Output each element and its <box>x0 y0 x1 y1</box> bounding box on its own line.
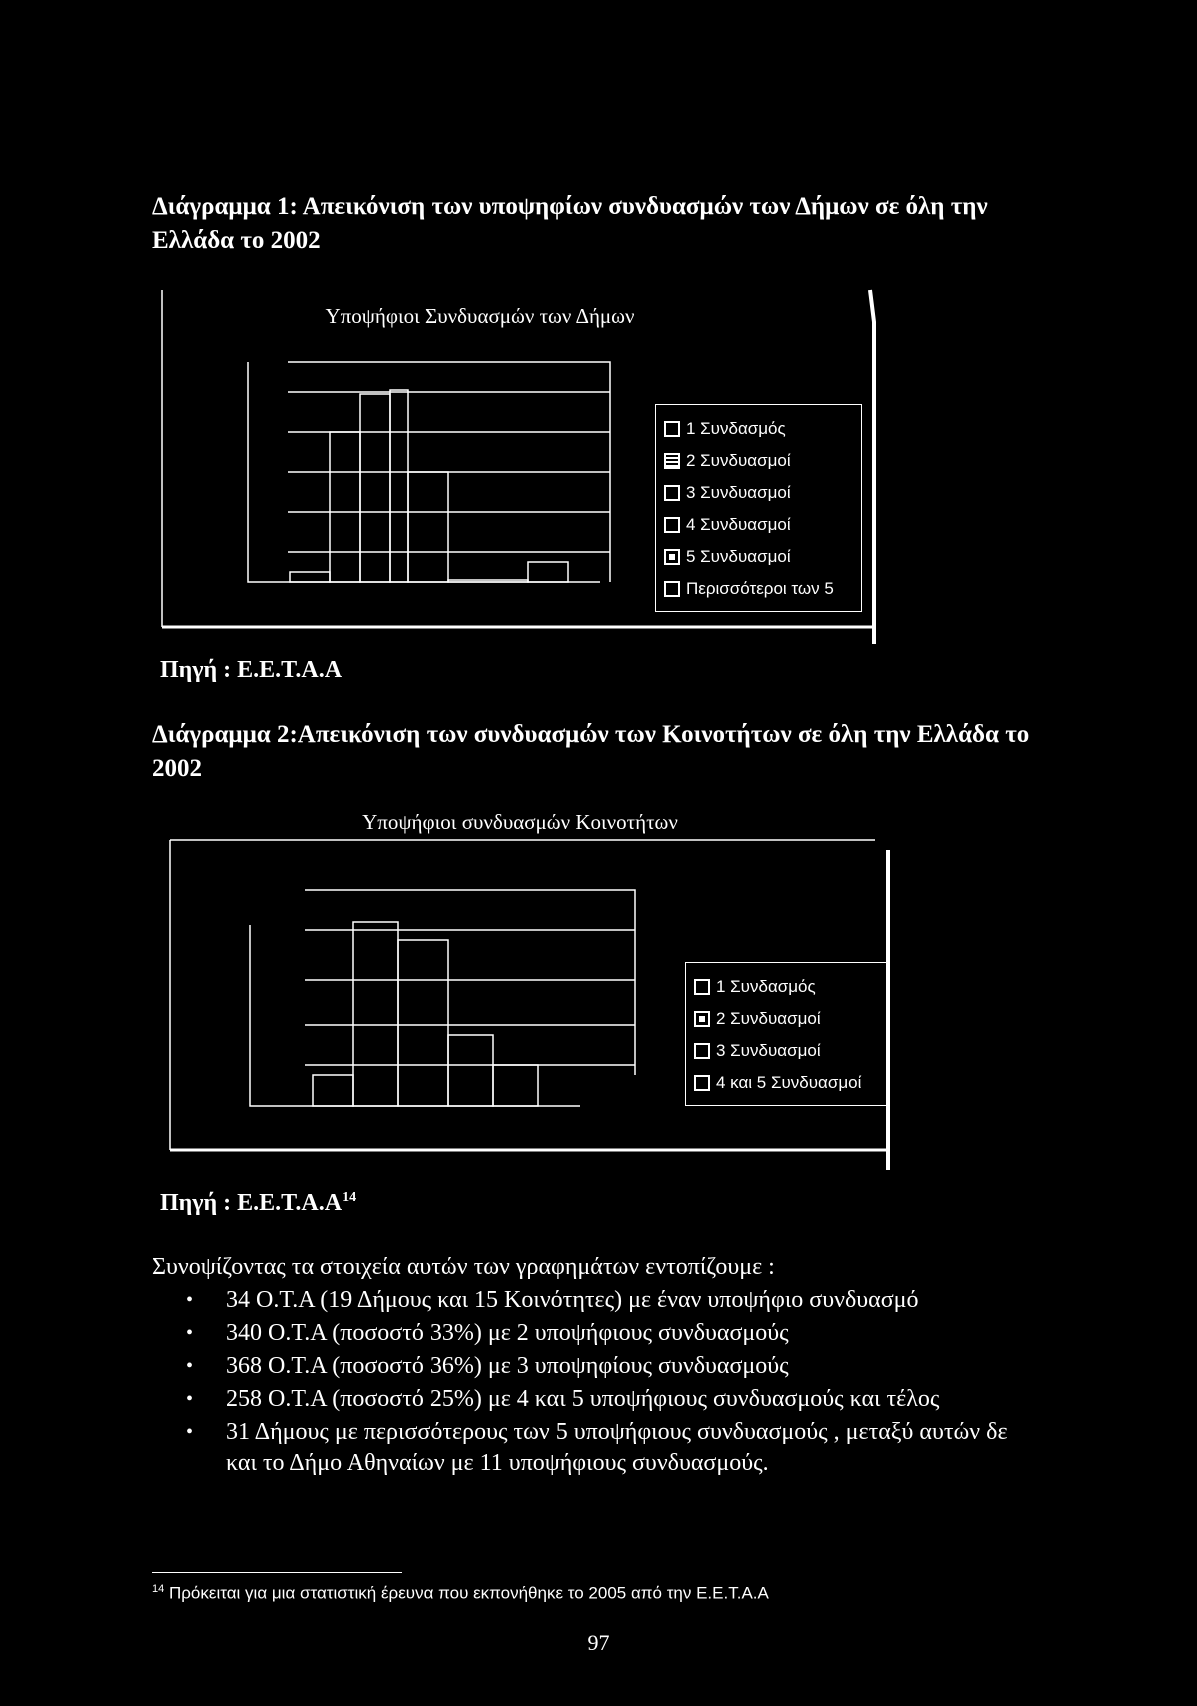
chart-1-bar-1 <box>290 572 330 582</box>
chart-2-bar-4 <box>493 1065 538 1106</box>
chart-1-bar-3-side <box>390 390 408 582</box>
legend-swatch-icon <box>694 1011 710 1027</box>
legend-swatch-icon <box>664 581 680 597</box>
chart-1-legend-item: 5 Συνδυασμοί <box>664 541 849 573</box>
legend-swatch-icon <box>664 485 680 501</box>
chart-1-bar-5 <box>448 580 528 582</box>
list-item: • 31 Δήμους με περισσότερους των 5 υποψήφιους συνδυασμούς , μεταξύ αυτών δε και το Δήμο Αθηναίων με 11 υποψήφιους συνδυασμούς. <box>190 1417 1030 1479</box>
chart-2-bar-1 <box>313 1075 353 1106</box>
chart-2-plot-box <box>305 890 635 1075</box>
chart-1-bar-4 <box>408 472 448 582</box>
source-2: Πηγή : $E.E.T.A.A^{14}$ <box>160 1190 357 1216</box>
chart-1 <box>160 282 880 652</box>
chart-2 <box>160 810 900 1180</box>
legend-swatch-icon <box>694 1043 710 1059</box>
chart-2-legend-item: 4 και 5 Συνδυασμοί <box>694 1067 876 1099</box>
footnote: $^{14}$ Πρόκειται για μια στατιστική έρευνα που εκπονήθηκε το 2005 από την Ε.Ε.Τ.Α.Α <box>152 1583 769 1603</box>
chart-1-legend-item: 1 Συνδασμός <box>664 413 849 445</box>
footnote-divider <box>152 1572 402 1573</box>
figure-caption-2: Διάγραμμα 2:Απεικόνιση των συνδυασμών των Κοινοτήτων σε όλη την Ελλάδα το 2002 <box>152 721 1030 782</box>
chart-1-bar-2 <box>330 432 360 582</box>
chart-1-legend-item: 2 Συνδυασμοί <box>664 445 849 477</box>
legend-swatch-icon <box>664 421 680 437</box>
chart-1-frame-right <box>870 290 874 644</box>
list-item: • 258 Ο.Τ.Α (ποσοστό 25%) με 4 και 5 υποψήφιους συνδυασμούς και τέλος <box>190 1384 1030 1415</box>
legend-swatch-icon <box>664 549 680 565</box>
chart-2-plot-axes <box>250 925 580 1106</box>
chart-2-bar-2 <box>353 922 398 1106</box>
chart-2-legend-item: 3 Συνδυασμοί <box>694 1035 876 1067</box>
chart-2-title: Υποψήφιοι συνδυασμών Κοινοτήτων <box>362 810 678 834</box>
summary-intro: Συνοψίζοντας τα στοιχεία αυτών των γραφημάτων εντοπίζουμε : <box>152 1254 775 1280</box>
legend-swatch-icon <box>694 979 710 995</box>
chart-1-gridlines <box>288 392 610 552</box>
chart-2-legend <box>685 962 889 1106</box>
chart-1-title: Υποψήφιοι Συνδυασμών των Δήμων <box>325 304 635 328</box>
list-item: • 368 Ο.Τ.Α (ποσοστό 36%) με 3 υποψηφίους συνδυασμούς <box>190 1351 1030 1382</box>
chart-1-bar-6 <box>528 562 568 582</box>
legend-swatch-icon <box>664 453 680 469</box>
chart-2-gridlines <box>305 930 635 1065</box>
source-1: Πηγή : Ε.Ε.Τ.Α.Α <box>160 657 343 683</box>
legend-swatch-icon <box>694 1075 710 1091</box>
legend-swatch-icon <box>664 517 680 533</box>
chart-2-legend-item: 1 Συνδασμός <box>694 971 876 1003</box>
summary-list <box>190 1285 1030 1481</box>
figure-caption-1: Διάγραμμα 1: Απεικόνιση των υποψηφίων συνδυασμών των Δήμων σε όλη την Ελλάδα το 2002 <box>152 193 988 254</box>
chart-1-legend-item: Περισσότεροι των 5 <box>664 573 849 605</box>
chart-1-legend-item: 3 Συνδυασμοί <box>664 477 849 509</box>
chart-2-bar-2-side <box>398 940 448 1106</box>
chart-1-bar-3 <box>360 394 390 582</box>
chart-2-legend-item: 2 Συνδυασμοί <box>694 1003 876 1035</box>
list-item: • 34 Ο.Τ.Α (19 Δήμους και 15 Κοινότητες) με έναν υποψήφιο συνδυασμό <box>190 1285 1030 1316</box>
chart-1-legend <box>655 404 862 612</box>
list-item: • 340 Ο.Τ.Α (ποσοστό 33%) με 2 υποψήφιους συνδυασμούς <box>190 1318 1030 1349</box>
page-number: 97 <box>587 1630 610 1655</box>
chart-2-bar-3 <box>448 1035 493 1106</box>
chart-1-legend-item: 4 Συνδυασμοί <box>664 509 849 541</box>
